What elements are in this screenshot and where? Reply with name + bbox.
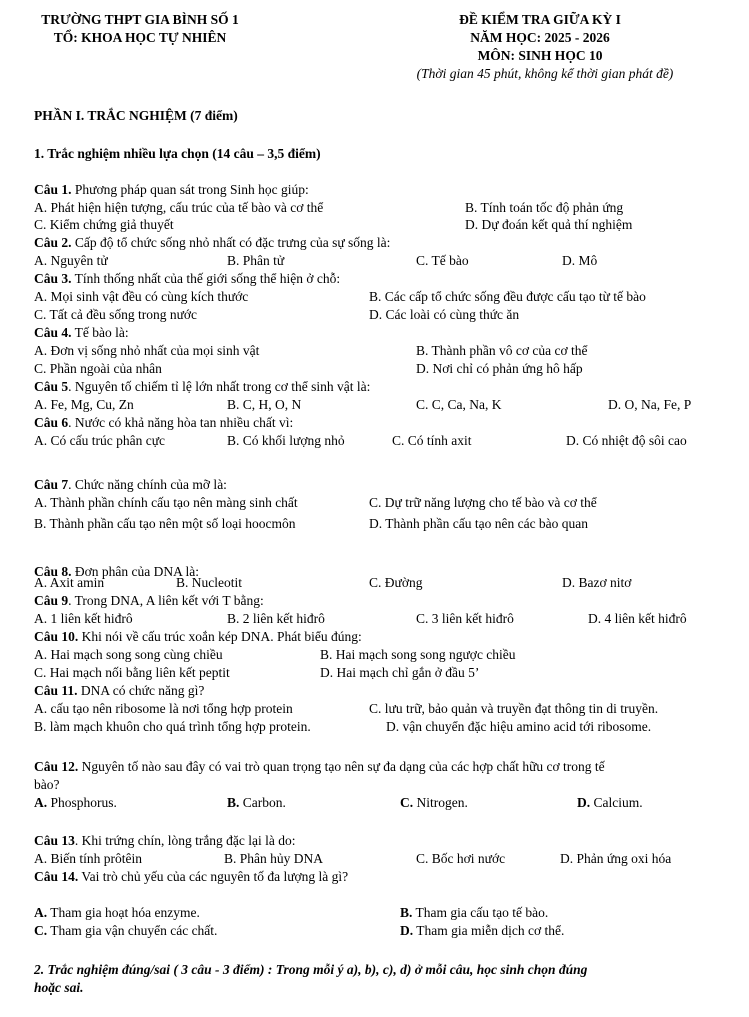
option-d: D. Bazơ nitơ — [562, 575, 632, 590]
question-text: Nguyên tố nào sau đây có vai trò quan trọng tạo nên sự đa dạng của các hợp chất hữu cơ trong tế — [78, 759, 605, 774]
question-label: Câu 4. — [34, 325, 72, 340]
option-d — [400, 923, 564, 938]
option-d: D. Có nhiệt độ sôi cao — [566, 433, 687, 448]
duration: (Thời gian 45 phút, không kể thời gian phát đề) — [416, 66, 674, 81]
question-text: . Khi trứng chín, lòng trắng đặc lại là do: — [74, 833, 296, 848]
option-b: B. Phân hủy DNA — [224, 851, 324, 866]
option-text: Tham gia vận chuyển các chất. — [47, 923, 218, 938]
option-text: Phosphorus. — [47, 795, 117, 810]
option-text: Tham gia cấu tạo tế bào. — [412, 905, 549, 920]
option-letter: C. — [34, 923, 48, 938]
section2-instruction: Trong mỗi ý a), b), c), d) ở mỗi câu, học sinh chọn đúng — [275, 962, 588, 977]
option-c: C. Kiểm chứng giả thuyết — [34, 217, 174, 232]
option-a: A. Đơn vị sống nhỏ nhất của mọi sinh vật — [34, 343, 260, 358]
option-c: C. Dự trữ năng lượng cho tế bào và cơ thể — [369, 495, 597, 510]
option-d: D. O, Na, Fe, P — [608, 397, 692, 412]
question-text: DNA có chức năng gì? — [77, 683, 205, 698]
question-6 — [34, 415, 293, 430]
question-label: Câu 3. — [34, 271, 72, 286]
subject: MÔN: SINH HỌC 10 — [477, 48, 603, 63]
option-text: Tham gia miễn dịch cơ thể. — [413, 923, 565, 938]
question-12 — [34, 759, 605, 774]
option-d: D. Mô — [562, 253, 598, 268]
school-year: NĂM HỌC: 2025 - 2026 — [470, 30, 610, 45]
option-b — [227, 795, 286, 810]
question-7 — [34, 477, 227, 492]
question-text: Vai trò chủ yếu của các nguyên tố đa lượng là gì? — [78, 869, 349, 884]
question-14 — [34, 869, 348, 884]
option-a: A. Nguyên tử — [34, 253, 108, 268]
department-name: TỔ: KHOA HỌC TỰ NHIÊN — [53, 30, 227, 45]
option-b: B. Hai mạch song song ngược chiều — [320, 647, 516, 662]
question-text: Khi nói về cấu trúc xoắn kép DNA. Phát biểu đúng: — [78, 629, 362, 644]
question-label: Câu 1. — [34, 182, 72, 197]
question-label: Câu 11. — [34, 683, 78, 698]
option-b: B. Nucleotit — [176, 575, 242, 590]
question-label: Câu 2. — [34, 235, 72, 250]
question-13 — [34, 833, 296, 848]
option-a: A. cấu tạo nên ribosome là nơi tổng hợp protein — [34, 701, 293, 716]
question-text: . Nước có khả năng hòa tan nhiều chất vì: — [68, 415, 294, 430]
question-10 — [34, 629, 362, 644]
option-a: A. Axit amin — [34, 575, 105, 590]
option-b: B. Phân tử — [227, 253, 285, 268]
option-letter: D. — [400, 923, 414, 938]
option-c: C. Tất cả đều sống trong nước — [34, 307, 198, 322]
option-d — [577, 795, 643, 810]
option-c — [34, 923, 217, 938]
option-b — [400, 905, 548, 920]
option-b: B. Có khối lượng nhỏ — [227, 433, 345, 448]
option-a: A. Fe, Mg, Cu, Zn — [34, 397, 134, 412]
option-letter: C. — [400, 795, 414, 810]
option-a: A. Biến tính prôtêin — [34, 851, 142, 866]
part1-title: PHẦN I. TRẮC NGHIỆM (7 điểm) — [34, 108, 238, 123]
question-text: Tế bào là: — [71, 325, 129, 340]
question-label: Câu 8. — [34, 564, 72, 579]
question-text: Cấp độ tổ chức sống nhỏ nhất có đặc trưng của sự sống là: — [71, 235, 391, 250]
option-c: C. Phần ngoài của nhân — [34, 361, 162, 376]
option-a: A. Thành phần chính cấu tạo nên màng sinh chất — [34, 495, 298, 510]
section2-heading: 2. Trắc nghiệm đúng/sai ( 3 câu - 3 điểm) : — [34, 962, 276, 977]
option-d: D. Thành phần cấu tạo nên các bào quan — [369, 516, 589, 531]
option-letter: A. — [34, 905, 48, 920]
option-b: B. C, H, O, N — [227, 397, 302, 412]
question-5 — [34, 379, 370, 394]
option-d: D. vận chuyển đặc hiệu amino acid tới ribosome. — [386, 719, 652, 734]
question-text: Phương pháp quan sát trong Sinh học giúp: — [71, 182, 309, 197]
question-text: . Trong DNA, A liên kết với T bằng: — [68, 593, 264, 608]
option-b: B. làm mạch khuôn cho quá trình tổng hợp protein. — [34, 719, 311, 734]
question-text: Tính thống nhất của thế giới sống thể hiện ở chỗ: — [71, 271, 341, 286]
option-b: B. Các cấp tổ chức sống đều được cấu tạo từ tế bào — [369, 289, 646, 304]
option-a: A. 1 liên kết hiđrô — [34, 611, 133, 626]
question-label: Câu 9 — [34, 593, 69, 608]
option-d: D. Dự đoán kết quả thí nghiệm — [465, 217, 633, 232]
question-3 — [34, 271, 340, 286]
option-d: D. Các loài có cùng thức ăn — [369, 307, 520, 322]
option-d: D. Nơi chỉ có phản ứng hô hấp — [416, 361, 583, 376]
question-label: Câu 12. — [34, 759, 79, 774]
option-b: B. Thành phần cấu tạo nên một số loại hoocmôn — [34, 516, 296, 531]
option-letter: B. — [400, 905, 413, 920]
option-a: A. Hai mạch song song cùng chiều — [34, 647, 223, 662]
option-c: C. Đường — [369, 575, 423, 590]
option-c: C. Hai mạch nối bằng liên kết peptit — [34, 665, 230, 680]
option-c: C. 3 liên kết hiđrô — [416, 611, 514, 626]
option-c: C. C, Ca, Na, K — [416, 397, 502, 412]
question-label: Câu 5 — [34, 379, 69, 394]
option-b: B. 2 liên kết hiđrô — [227, 611, 325, 626]
question-text-cont: bào? — [34, 777, 60, 792]
question-9 — [34, 593, 264, 608]
question-text: Đơn phân của DNA là: — [71, 564, 200, 579]
question-1 — [34, 182, 309, 197]
question-2 — [34, 235, 390, 250]
option-text: Calcium. — [590, 795, 643, 810]
question-label: Câu 13 — [34, 833, 75, 848]
question-text: . Nguyên tố chiếm tỉ lệ lớn nhất trong cơ thể sinh vật là: — [68, 379, 371, 394]
option-letter: D. — [577, 795, 591, 810]
section2-title — [34, 962, 587, 977]
option-c: C. Có tính axit — [392, 433, 472, 448]
question-4 — [34, 325, 129, 340]
question-text: . Chức năng chính của mỡ là: — [68, 477, 227, 492]
option-b: B. Thành phần vô cơ của cơ thể — [416, 343, 588, 358]
question-label: Câu 6 — [34, 415, 69, 430]
question-label: Câu 10. — [34, 629, 79, 644]
school-name: TRƯỜNG THPT GIA BÌNH SỐ 1 — [41, 12, 239, 27]
option-d: D. Phản ứng oxi hóa — [560, 851, 672, 866]
option-c — [400, 795, 468, 810]
option-a — [34, 905, 200, 920]
option-letter: A. — [34, 795, 48, 810]
option-d: D. 4 liên kết hiđrô — [588, 611, 687, 626]
exam-title: ĐỀ KIỂM TRA GIỮA KỲ I — [459, 12, 621, 27]
option-d: D. Hai mạch chỉ gắn ở đầu 5’ — [320, 665, 480, 680]
option-text: Carbon. — [239, 795, 286, 810]
option-text: Tham gia hoạt hóa enzyme. — [47, 905, 200, 920]
section1-title: 1. Trắc nghiệm nhiều lựa chọn (14 câu – 3,5 điểm) — [34, 146, 321, 161]
question-label: Câu 7 — [34, 477, 69, 492]
option-b: B. Tính toán tốc độ phản ứng — [465, 200, 624, 215]
option-a: A. Phát hiện hiện tượng, cấu trúc của tế bào và cơ thể — [34, 200, 324, 215]
option-c: C. Bốc hơi nước — [416, 851, 506, 866]
option-a: A. Mọi sinh vật đều có cùng kích thước — [34, 289, 249, 304]
option-c: C. Tế bào — [416, 253, 469, 268]
section2-instruction-cont: hoặc sai. — [34, 980, 84, 995]
option-letter: B. — [227, 795, 240, 810]
option-c: C. lưu trữ, bảo quản và truyền đạt thông tin di truyền. — [369, 701, 659, 716]
option-a — [34, 795, 117, 810]
option-a: A. Có cấu trúc phân cực — [34, 433, 166, 448]
option-text: Nitrogen. — [413, 795, 468, 810]
question-label: Câu 14. — [34, 869, 79, 884]
question-11 — [34, 683, 204, 698]
